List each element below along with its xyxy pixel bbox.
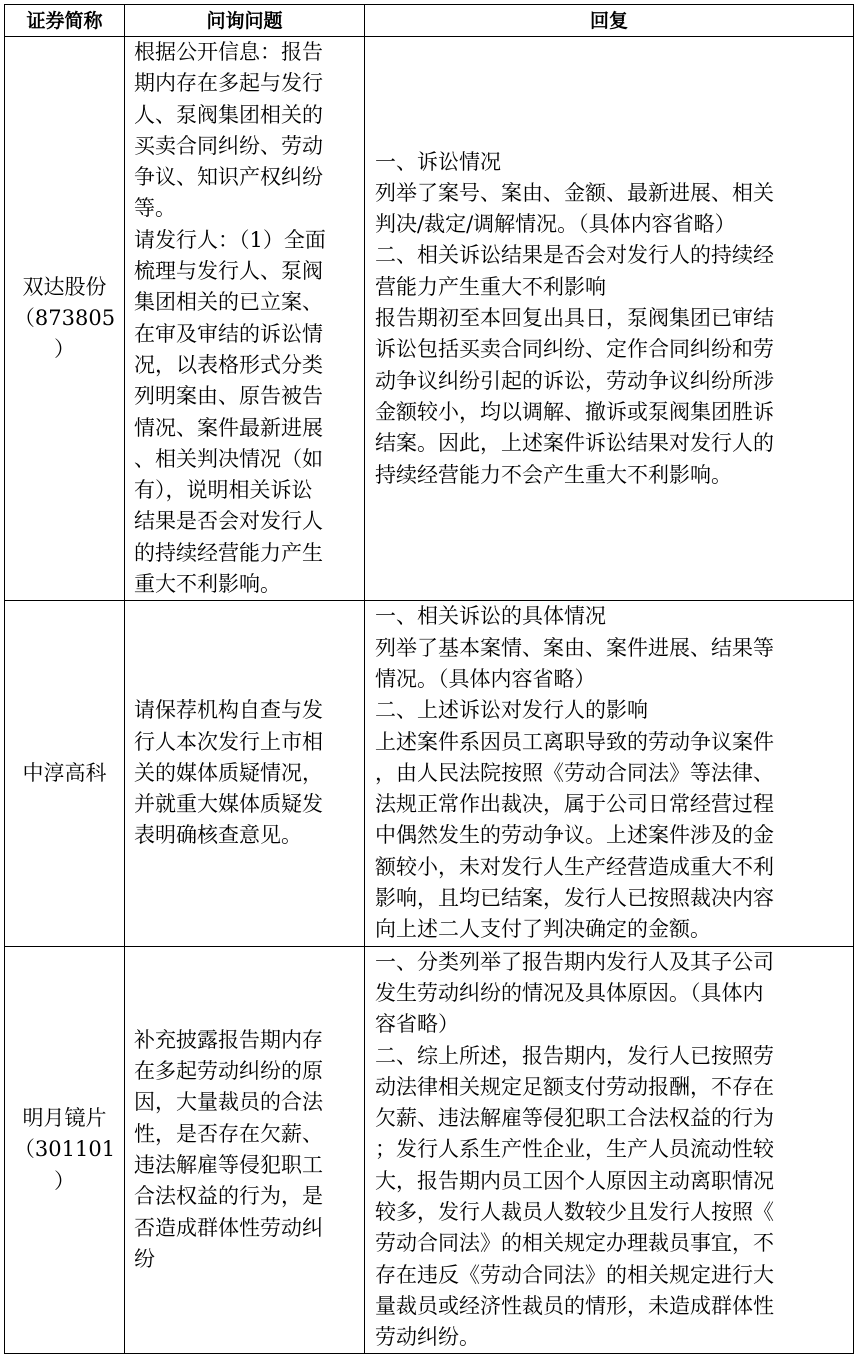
security-cell <box>5 601 125 946</box>
question-line: 争议、知识产权纠纷 <box>134 165 323 190</box>
reply-line: 一、相关诉讼的具体情况 <box>375 604 606 629</box>
question-line: 表明确核查意见。 <box>134 823 302 848</box>
header-reply: 回复 <box>365 5 854 37</box>
reply-line: 发生劳动纠纷的情况及具体原因。（具体内 <box>375 980 764 1005</box>
reply-line: 大，报告期内员工因个人原因主动离职情况 <box>375 1168 774 1193</box>
reply-line: 二、相关诉讼结果是否会对发行人的持续经 <box>375 243 774 268</box>
reply-line: 动争议纠纷引起的诉讼，劳动争议纠纷所涉 <box>375 368 774 393</box>
reply-line: 二、综上所述，报告期内，发行人已按照劳 <box>375 1043 774 1068</box>
header-question: 问询问题 <box>125 5 365 37</box>
question-line: 补充披露报告期内存 <box>134 1027 323 1052</box>
question-line: 性，是否存在欠薪、 <box>134 1121 323 1146</box>
reply-line: 报告期初至本回复出具日，泵阀集团已审结 <box>375 306 774 331</box>
reply-line: 上述案件系因员工离职导致的劳动争议案件 <box>375 729 774 754</box>
header-security: 证券简称 <box>5 5 125 37</box>
security-line: ） <box>54 337 75 362</box>
question-line: 关的媒体质疑情况， <box>134 760 323 785</box>
question-line: 并就重大媒体质疑发 <box>134 792 323 817</box>
question-line: 因，大量裁员的合法 <box>134 1090 323 1115</box>
reply-line: 容省略） <box>375 1012 459 1037</box>
reply-cell <box>365 946 854 1354</box>
reply-line: 法规正常作出裁决，属于公司日常经营过程 <box>375 792 774 817</box>
question-line: 根据公开信息：报告 <box>134 40 323 64</box>
question-line: 列明案由、原告被告 <box>134 384 323 409</box>
reply-cell <box>365 601 854 946</box>
question-line: 违法解雇等侵犯职工 <box>134 1153 323 1178</box>
reply-line: 持续经营能力不会产生重大不利影响。 <box>375 462 732 487</box>
security-cell <box>5 37 125 601</box>
reply-line: 欠薪、违法解雇等侵犯职工合法权益的行为 <box>375 1106 774 1131</box>
question-line: 、相关判决情况（如 <box>134 446 323 471</box>
question-line: 行人本次发行上市相 <box>134 729 323 754</box>
table-header-row <box>5 5 854 37</box>
reply-line: 较多，发行人裁员人数较少且发行人按照《 <box>375 1199 774 1224</box>
security-cell <box>5 946 125 1354</box>
reply-line: ；发行人系生产性企业，生产人员流动性较 <box>375 1137 774 1162</box>
security-line: 明月镜片 <box>22 1106 107 1131</box>
table-row <box>5 601 854 946</box>
security-line: ） <box>54 1168 75 1193</box>
question-line: 否造成群体性劳动纠 <box>134 1215 323 1240</box>
reply-line: 一、分类列举了报告期内发行人及其子公司 <box>375 949 774 974</box>
question-line: 的持续经营能力产生 <box>134 540 323 565</box>
reply-line: 金额较小，均以调解、撤诉或泵阀集团胜诉 <box>375 399 774 424</box>
reply-line: 二、上述诉讼对发行人的影响 <box>375 698 648 723</box>
reply-line: 列举了基本案情、案由、案件进展、结果等 <box>375 635 774 660</box>
reply-line: ，由人民法院按照《劳动合同法》等法律、 <box>375 760 774 785</box>
reply-cell <box>365 37 854 601</box>
reply-line: 列举了案号、案由、金额、最新进展、相关 <box>375 180 774 205</box>
question-line: 在审及审结的诉讼情 <box>134 321 323 346</box>
question-line: 情况、案件最新进展 <box>134 415 323 440</box>
question-line: 买卖合同纠纷、劳动 <box>134 133 323 158</box>
question-line: 梳理与发行人、泵阀 <box>134 259 323 284</box>
reply-line: 向上述二人支付了判决确定的金额。 <box>375 917 711 942</box>
inquiry-table <box>4 4 854 1354</box>
question-line: 人、泵阀集团相关的 <box>134 102 323 127</box>
reply-line: 影响，且均已结案，发行人已按照裁决内容 <box>375 886 774 911</box>
reply-line: 存在违反《劳动合同法》的相关规定进行大 <box>375 1262 774 1287</box>
question-cell <box>125 37 365 601</box>
question-line: 请保荐机构自查与发 <box>134 698 323 723</box>
question-line: 期内存在多起与发行 <box>134 71 323 96</box>
question-line: 在多起劳动纠纷的原 <box>134 1059 323 1084</box>
question-cell <box>125 601 365 946</box>
question-line: 合法权益的行为，是 <box>134 1184 323 1209</box>
reply-line: 诉讼包括买卖合同纠纷、定作合同纠纷和劳 <box>375 337 774 362</box>
table-row <box>5 946 854 1354</box>
question-line: 请发行人：（1）全面 <box>134 227 326 252</box>
reply-line: 量裁员或经济性裁员的情形，未造成群体性 <box>375 1293 774 1318</box>
question-line: 结果是否会对发行人 <box>134 509 323 534</box>
question-line: 况，以表格形式分类 <box>134 352 323 377</box>
reply-line: 额较小，未对发行人生产经营造成重大不利 <box>375 854 774 879</box>
question-line: 重大不利影响。 <box>134 572 281 597</box>
security-line: 双达股份 <box>22 274 107 299</box>
reply-line: 中偶然发生的劳动争议。上述案件涉及的金 <box>375 823 774 848</box>
question-line: 纷 <box>134 1246 155 1271</box>
table-row <box>5 37 854 601</box>
reply-line: 一、诉讼情况 <box>375 149 501 174</box>
security-line: 中淳高科 <box>22 760 107 785</box>
reply-line: 动法律相关规定足额支付劳动报酬，不存在 <box>375 1074 774 1099</box>
reply-line: 营能力产生重大不利影响 <box>375 274 606 299</box>
question-line: 有），说明相关诉讼 <box>134 478 313 503</box>
reply-line: 情况。（具体内容省略） <box>375 666 596 691</box>
security-line: （873805 <box>13 306 116 331</box>
reply-line: 劳动合同法》的相关规定办理裁员事宜，不 <box>375 1231 774 1256</box>
reply-line: 判决/裁定/调解情况。（具体内容省略） <box>375 212 736 237</box>
security-line: （301101 <box>13 1137 116 1162</box>
question-line: 集团相关的已立案、 <box>134 290 323 315</box>
question-line: 等。 <box>134 196 176 221</box>
reply-line: 结案。因此，上述案件诉讼结果对发行人的 <box>375 431 774 456</box>
reply-line: 劳动纠纷。 <box>375 1325 480 1350</box>
question-cell <box>125 946 365 1354</box>
